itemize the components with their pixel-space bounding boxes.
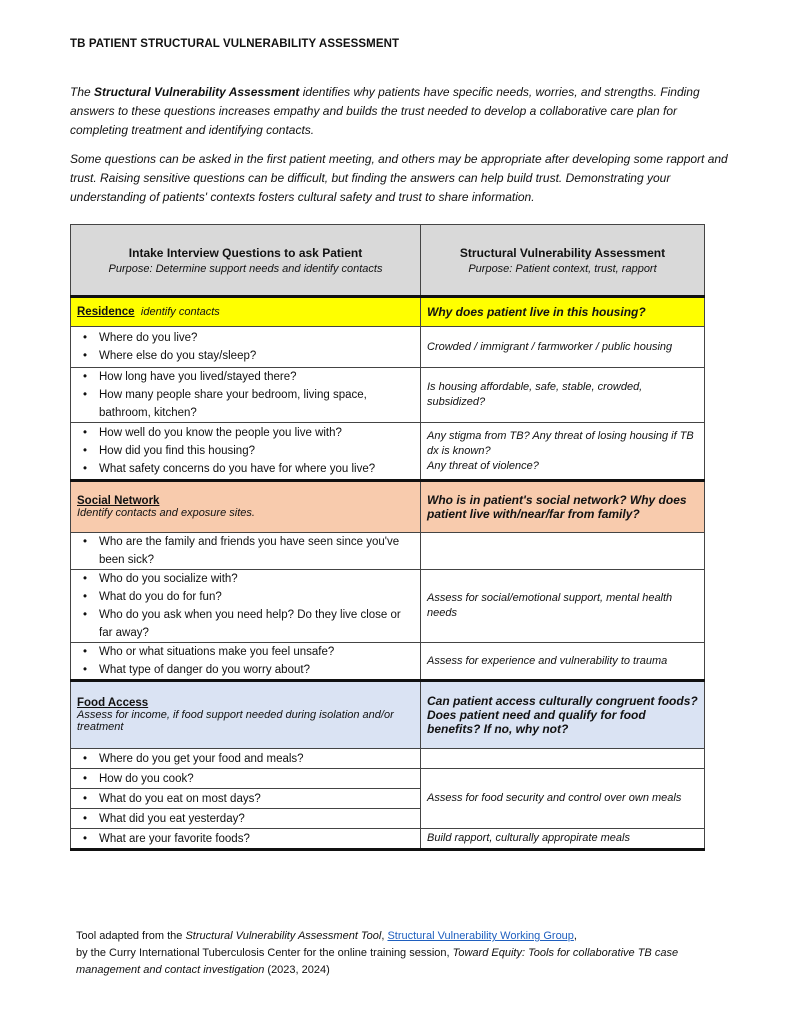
question-item: • How do you cook? xyxy=(99,770,414,788)
table-row xyxy=(71,643,705,681)
table-row xyxy=(71,533,705,570)
section-row-food-access xyxy=(71,681,705,749)
question-item: • Who do you socialize with? xyxy=(99,570,414,588)
intro-p1-prefix: The xyxy=(70,85,95,99)
header-intake xyxy=(71,225,421,297)
social-question-cell xyxy=(421,481,705,533)
social-heading xyxy=(71,481,421,533)
social-note-2: Assess for social/emotional support, mental health needs xyxy=(421,570,705,643)
question-item: • How long have you lived/stayed there? xyxy=(99,368,414,386)
residence-note-3 xyxy=(421,423,705,481)
food-question-4 xyxy=(71,809,421,829)
food-question-5 xyxy=(71,829,421,850)
food-note-security: Assess for food security and control over own meals xyxy=(421,769,705,829)
residence-subtitle: identify contacts xyxy=(140,306,220,318)
question-item: • Who do you ask when you need help? Do they live close or far away? xyxy=(99,606,414,642)
footer-t1: Tool adapted from the xyxy=(76,930,186,942)
residence-title: Residence xyxy=(77,306,135,318)
table-header-row xyxy=(71,225,705,297)
question-item: • How well do you know the people you live with? xyxy=(99,424,414,442)
food-question-2 xyxy=(71,769,421,789)
residence-note-2: Is housing affordable, safe, stable, crowded, subsidized? xyxy=(421,368,705,423)
table-row xyxy=(71,829,705,850)
social-title: Social Network xyxy=(77,495,160,507)
question-item: • What do you eat on most days? xyxy=(99,790,414,808)
header-intake-purpose: Purpose: Determine support needs and identify contacts xyxy=(108,262,383,275)
residence-questions-1 xyxy=(71,327,421,368)
social-note-1 xyxy=(421,533,705,570)
question-item: • How many people share your bedroom, living space, bathroom, kitchen? xyxy=(99,386,414,422)
header-assessment xyxy=(421,225,705,297)
table-row xyxy=(71,368,705,423)
residence-note-3a: Any stigma from TB? Any threat of losing housing if TB dx is known? xyxy=(427,429,694,457)
header-assessment-title: Structural Vulnerability Assessment xyxy=(459,245,666,260)
social-question: Who is in patient's social network? Why does patient live with/near/far from family? xyxy=(427,493,687,521)
food-question: Can patient access culturally congruent foods? Does patient need and qualify for food benefits? If no, why not? xyxy=(427,694,698,736)
food-question-1 xyxy=(71,749,421,769)
intro-paragraph-2: Some questions can be asked in the first patient meeting, and others may be appropriate after developing some rapport and trust. Raising sensitive questions can be difficult, but finding the answers can help build trust. Demonstrating your understanding of patients' contexts fosters cultural safety and trust to share information. xyxy=(70,152,728,204)
residence-note-3b: Any threat of violence? xyxy=(427,459,539,472)
residence-question-cell xyxy=(421,297,705,327)
residence-question: Why does patient live in this housing? xyxy=(427,305,646,319)
social-questions-2 xyxy=(71,570,421,643)
footer-t4: , xyxy=(573,930,577,942)
question-item: • What do you do for fun? xyxy=(99,588,414,606)
assessment-table xyxy=(70,224,705,851)
footer-t5: by the Curry International Tuberculosis Center for the online training session, xyxy=(76,947,453,959)
social-subtitle: Identify contacts and exposure sites. xyxy=(77,507,255,519)
working-group-link[interactable]: Structural Vulnerability Working Group xyxy=(387,930,574,942)
food-note-rapport: Build rapport, culturally appropirate meals xyxy=(421,829,705,850)
food-question-cell xyxy=(421,681,705,749)
footer-t7: (2023, 2024) xyxy=(264,964,330,976)
question-item: • What type of danger do you worry about? xyxy=(99,661,414,679)
question-item: • How did you find this housing? xyxy=(99,442,414,460)
question-item: • What did you eat yesterday? xyxy=(99,810,414,828)
question-item: • Who or what situations make you feel unsafe? xyxy=(99,643,414,661)
question-item: • Where do you get your food and meals? xyxy=(99,750,414,768)
social-questions-1 xyxy=(71,533,421,570)
header-assessment-purpose: Purpose: Patient context, trust, rapport xyxy=(468,262,657,275)
page-title: TB PATIENT STRUCTURAL VULNERABILITY ASSESSMENT xyxy=(70,38,400,50)
residence-heading xyxy=(71,297,421,327)
question-item: • What safety concerns do you have for where you live? xyxy=(99,460,414,478)
footer-session-name: Toward Equity: Tools for collaborative TB case management and contact investigation xyxy=(76,947,679,976)
intro-p1-rest: identifies why patients have specific needs, worries, and strengths. Finding answers to these questions increases empathy and builds the trust needed to develop a collaborative care plan for completing treatment and identifying contacts. xyxy=(70,85,700,137)
residence-questions-3 xyxy=(71,423,421,481)
food-note-empty xyxy=(421,749,705,769)
intro-p1-bold: Structural Vulnerability Assessment xyxy=(94,85,300,99)
footer-citation xyxy=(76,928,696,979)
header-intake-title: Intake Interview Questions to ask Patient xyxy=(128,245,363,260)
food-heading xyxy=(71,681,421,749)
question-item: • Where do you live? xyxy=(99,329,414,347)
footer-t3: , xyxy=(381,930,388,942)
table-row xyxy=(71,749,705,769)
section-row-residence xyxy=(71,297,705,327)
question-item: • What are your favorite foods? xyxy=(99,830,414,848)
section-row-social-network xyxy=(71,481,705,533)
residence-questions-2 xyxy=(71,368,421,423)
table-row xyxy=(71,327,705,368)
social-note-3: Assess for experience and vulnerability to trauma xyxy=(421,643,705,681)
table-row xyxy=(71,423,705,481)
question-item: • Where else do you stay/sleep? xyxy=(99,347,414,365)
question-item: • Who are the family and friends you have seen since you've been sick? xyxy=(99,533,414,569)
table-row xyxy=(71,769,705,789)
residence-note-1: Crowded / immigrant / farmworker / public housing xyxy=(421,327,705,368)
food-subtitle: Assess for income, if food support needed during isolation and/or treatment xyxy=(77,709,394,733)
food-question-3 xyxy=(71,789,421,809)
table-row xyxy=(71,570,705,643)
food-title: Food Access xyxy=(77,697,149,709)
footer-tool-name: Structural Vulnerability Assessment Tool xyxy=(185,930,382,942)
intro-paragraph-1 xyxy=(70,83,730,140)
social-questions-3 xyxy=(71,643,421,681)
